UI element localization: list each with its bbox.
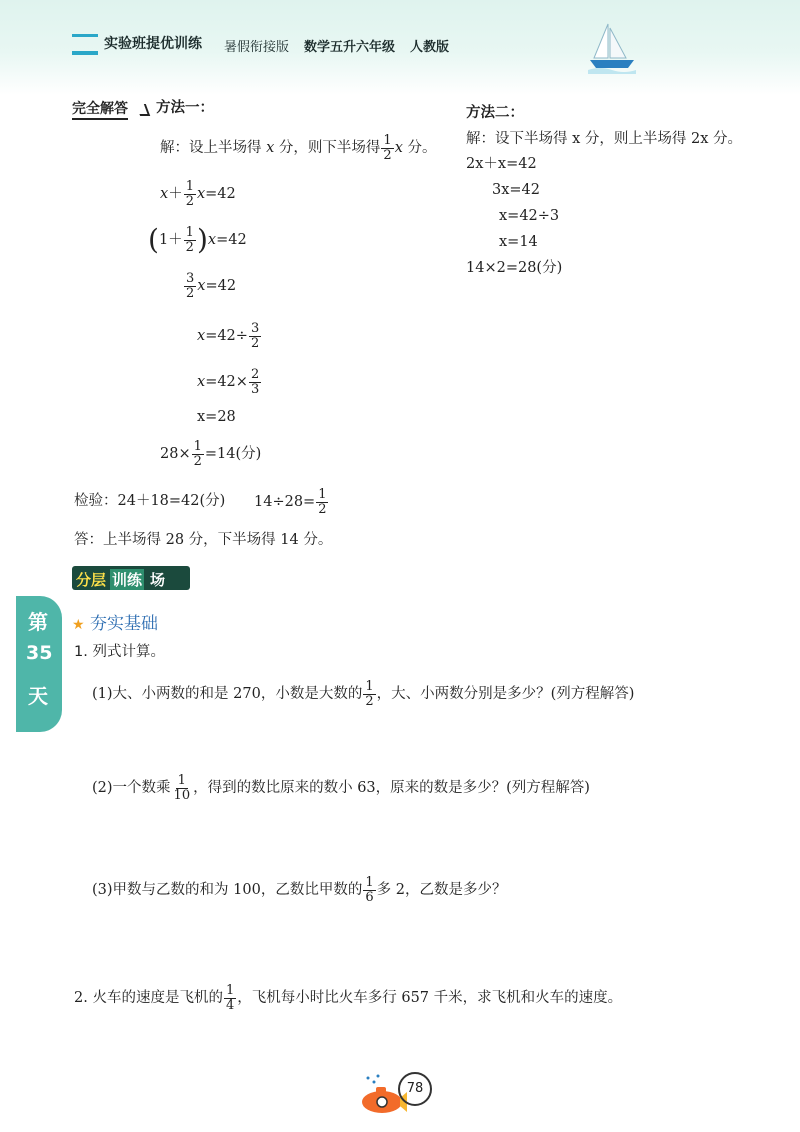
method2-line-5: 14×2=28(分): [466, 260, 563, 276]
check-line-b: 14÷28= $\frac{1}{2}$: [254, 487, 327, 517]
question-1-1: (1)大、小两数的和是 270，小数是大数的 $\frac{1}{2}$ ，大、小两数分别是多少？(列方程解答): [92, 679, 635, 709]
equation-line-3: $\frac{3}{2}$ x=42: [186, 271, 237, 301]
equation-line-2: (1＋ $\frac{1}{2}$ )x=42: [148, 223, 247, 257]
method2-line-3: x=42÷3: [499, 208, 560, 224]
method1-title: 方法一：: [156, 100, 214, 116]
fraction-half: $\frac{1}{2}$: [383, 133, 392, 163]
answer-label: 完全解答: [72, 98, 128, 120]
logo-icon: [72, 34, 98, 55]
method2-line-4: x=14: [499, 234, 538, 250]
grade-label: 数学五升六年级: [304, 40, 396, 55]
method2-line-1: 2x＋x=42: [466, 156, 537, 172]
method1-intro: 解：设上半场得 x 分，则下半场得 $\frac{1}{2}$ x 分。: [160, 133, 437, 163]
label-corner-mark: [136, 104, 150, 116]
day-tab: 第 35 天: [16, 596, 62, 732]
edition-label: 暑假衔接版: [224, 40, 290, 55]
equation-line-6: x=28: [197, 409, 236, 425]
star-icon: ★: [72, 617, 85, 633]
method2-line-2: 3x=42: [492, 182, 541, 198]
equation-line-1: x＋ $\frac{1}{2}$ x=42: [160, 179, 236, 209]
check-line-a: 检验：24＋18=42(分): [74, 493, 226, 509]
question-1-title: 1. 列式计算。: [74, 644, 165, 660]
page-number: 78: [398, 1072, 432, 1106]
conclusion: 答：上半场得 28 分，下半场得 14 分。: [74, 532, 333, 548]
series-logo: [72, 33, 202, 55]
equation-line-5: x=42× $\frac{2}{3}$: [197, 367, 260, 397]
basic-section-title: ★ 夯实基础: [72, 614, 158, 634]
method2-title: 方法二：: [466, 105, 524, 121]
publisher-label: 人教版: [410, 40, 450, 55]
sailboat-icon: [588, 20, 636, 76]
equation-line-4: x=42÷ $\frac{3}{2}$: [197, 321, 260, 351]
method2-intro: 解：设下半场得 x 分，则上半场得 2x 分。: [466, 131, 743, 147]
question-1-3: (3)甲数与乙数的和为 100，乙数比甲数的 $\frac{1}{6}$ 多 2，乙数是多少？: [92, 875, 507, 905]
question-1-2: (2)一个数乘 $\frac{1}{10}$ ，得到的数比原来的数小 63，原来的数是多少？(列方程解答): [92, 773, 590, 803]
question-2: 2. 火车的速度是飞机的 $\frac{1}{4}$ ，飞机每小时比火车多行 657 千米，求飞机和火车的速度。: [74, 983, 623, 1013]
series-title: 实验班提优训练: [104, 36, 202, 52]
equation-line-7: 28× $\frac{1}{2}$ =14(分): [160, 439, 262, 469]
section-tag: 分层 训练 场: [72, 566, 190, 590]
